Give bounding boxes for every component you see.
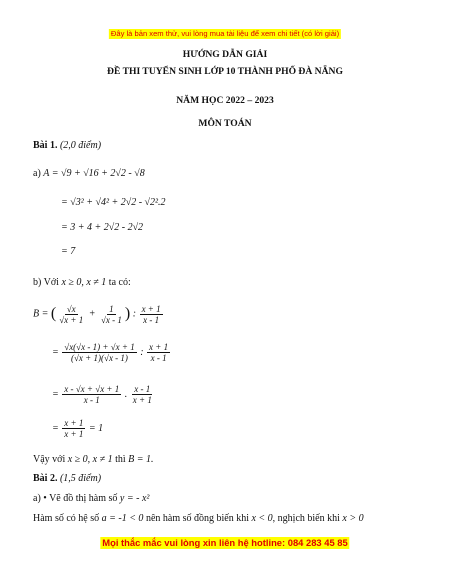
bai1-a-label: a) [33, 168, 41, 179]
s3-frac: $\frac{x + 1}{x + 1}$ [64, 418, 84, 440]
preview-banner: Đây là bản xem thử, vui lòng mua tài liệu để xem chi tiết (có lời giải) [110, 29, 340, 38]
bai1-points: (2,0 điểm) [59, 140, 102, 151]
bai1-b-suffix: ta có: [108, 277, 131, 288]
hotline-footer: Mọi thắc mắc vui lòng xin liên hệ hotline: 084 283 45 85 [102, 537, 348, 548]
bai1-b-expr: B = ( $\frac{√x}{√x + 1}$ + $\frac{1}{√x - 1}$ ) : $\frac{x + 1}{x - 1}$ [33, 303, 161, 325]
bai1-a-line [33, 168, 145, 180]
s1-frac2: $\frac{x + 1}{x - 1}$ [149, 342, 169, 364]
bai2-line2: Hàm số có hệ số a = -1 < 0 nên hàm số đồng biến khi x < 0, nghịch biến khi x > 0 [33, 513, 364, 524]
bai1-b-cond: x ≥ 0, x ≠ 1 [61, 277, 107, 288]
bai1-b-step1: = $\frac{√x(√x - 1) + √x + 1}{(√x + 1)(√x - 1)}$ : $\frac{x + 1}{x - 1}$ [52, 342, 169, 364]
bai1-a-step1: = √3² + √4² + 2√2 - √2².2 [61, 197, 166, 208]
s2-frac1: $\frac{x - √x + √x + 1}{x - 1}$ [64, 384, 120, 406]
bai1-a-step3: = 7 [61, 246, 76, 257]
bai1-label: Bài 1. [33, 140, 58, 151]
doc-title-line4: MÔN TOÁN [198, 118, 252, 129]
bai1-a-step2: = 3 + 4 + 2√2 - 2√2 [61, 222, 144, 233]
b-frac3: $\frac{x + 1}{x - 1}$ [141, 303, 161, 325]
bai1-conclusion: Vậy với x ≥ 0, x ≠ 1 thì B = 1. [33, 454, 154, 465]
s1-frac1: $\frac{√x(√x - 1) + √x + 1}{(√x + 1)(√x - 1)}$ [64, 342, 135, 364]
bai1-a-expr: A = √9 + √16 + 2√2 - √8 [43, 168, 145, 179]
doc-title-line3: NĂM HỌC 2022 – 2023 [176, 95, 274, 106]
s2-frac2: $\frac{x - 1}{x + 1}$ [132, 384, 152, 406]
bai2-a-line: a) • Vẽ đồ thị hàm số y = - x² [33, 493, 150, 504]
bai2-points: (1,5 điểm) [59, 473, 102, 484]
bai1-b-prefix: b) Với [33, 277, 59, 288]
bai1-b-line [33, 277, 131, 289]
doc-title-line2: ĐỀ THI TUYỂN SINH LỚP 10 THÀNH PHỐ ĐÀ NẴNG [107, 66, 343, 77]
b-frac1: $\frac{√x}{√x + 1}$ [59, 303, 84, 325]
bai1-b-step2: = $\frac{x - √x + √x + 1}{x - 1}$ . $\frac{x - 1}{x + 1}$ [52, 384, 152, 406]
bai1-b-step3: = $\frac{x + 1}{x + 1}$ = 1 [52, 418, 104, 440]
b-frac2: $\frac{1}{√x - 1}$ [100, 303, 122, 325]
b-colon: : [132, 308, 137, 320]
doc-title-line1: HƯỚNG DẪN GIẢI [182, 49, 268, 60]
bai2-label: Bài 2. [33, 473, 58, 484]
bai1-heading [33, 140, 101, 152]
b-B-label: B = [33, 308, 49, 320]
bai2-heading [33, 473, 101, 485]
b-plus: + [88, 308, 96, 320]
